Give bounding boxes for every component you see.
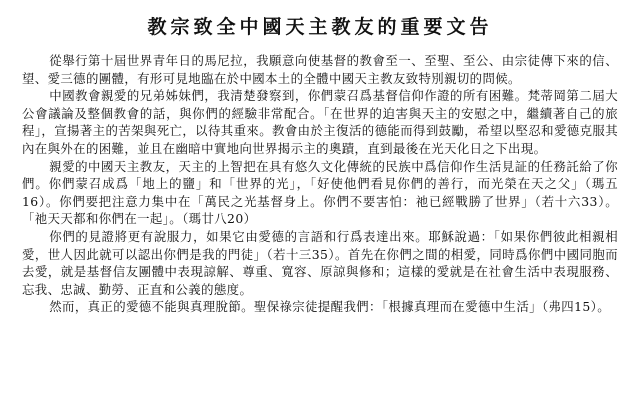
paragraph-4: 你們的見證將更有說服力，如果它由愛德的言語和行爲表達出來。耶穌說過：「如果你們彼此相親相愛，世人因此就可以認出你們是我的門徒」（若十三35）。首先在你們之間的相愛，同時爲你們中國同胞而去愛，就是基督信友團體中表現諒解、尊重、寬容、原諒與修和；這樣的愛就是在社會生活中表現服務、忘我、忠誠、勤勞、正直和公義的態度。 [22, 228, 618, 297]
paragraph-5: 然而，真正的愛德不能與真理脫節。聖保祿宗徒提醒我們：「根據真理而在愛德中生活」（弗四15）。 [49, 299, 611, 315]
paragraph-1: 從舉行第十屆世界青年日的馬尼拉，我願意向使基督的教會至一、至聖、至公、由宗徒傳下來的信、望、愛三德的團體，有形可見地臨在於中國本土的全體中國天主教友致特別親切的問候。 [22, 53, 618, 86]
document-body [22, 52, 618, 316]
paragraph-3: 親愛的中國天主教友，天主的上智把在具有悠久文化傳統的民族中爲信仰作生活見証的任務託給了你們。你們蒙召成爲「地上的鹽」和「世界的光」，「好使他們看見你們的善行，而光榮在天之父」（瑪五16）。你們要把注意力集中在「萬民之光基督身上。你們不要害怕：祂已經戰勝了世界」（若十六33）。「祂天天都和你們在一起」。（瑪廿八20） [22, 158, 618, 227]
paragraph-2: 中國教會親愛的兄弟姊妹們，我清楚發察到，你們蒙召爲基督信仰作證的所有困難。梵蒂岡第二屆大公會議論及整個教會的話，與你們的經驗非常配合。「在世界的迫害與天主的安慰之中，繼續著自己的旅程」，宣揚著主的苦架與死亡，以待其重來。教會由於主復活的德能而得到鼓勵，希望以堅忍和愛德克服其內在與外在的困難，並且在幽暗中實地向世界揭示主的奧蹟，直到最後在光天化日之下出現。 [22, 88, 618, 156]
document-title: 教宗致全中國天主教友的重要文告 [147, 16, 493, 38]
